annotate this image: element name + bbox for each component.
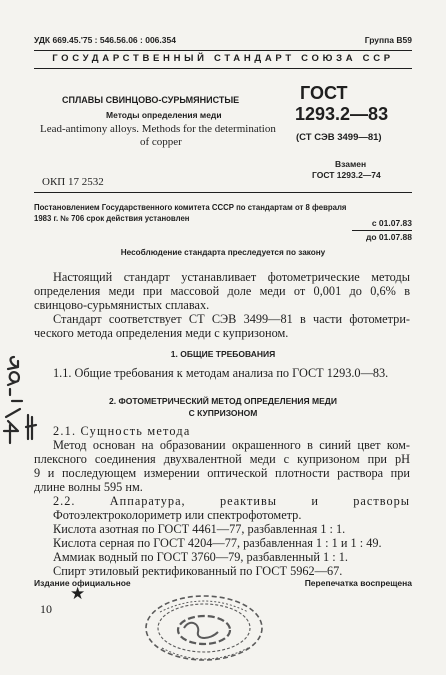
- handwritten-margin-note: [0, 355, 42, 445]
- star-icon: ★: [70, 584, 86, 603]
- title-en-line2: of copper: [140, 136, 182, 148]
- decree-line1: Постановлением Государственного комитета СССР по стандартам от 8 февраля: [34, 203, 347, 212]
- title-rule: [34, 192, 412, 193]
- udk-code: УДК 669.45.'75 : 546.56.06 : 006.354: [34, 35, 176, 45]
- banner-rule: [34, 68, 412, 69]
- reagent-item-3: Кислота серная по ГОСТ 4204—77, разбавленная 1 : 1 и 1 : 49.: [53, 536, 382, 550]
- intro-p2-line2: ческого метода определения меди с купризоном.: [34, 326, 289, 340]
- section1-text: 1.1. Общие требования к методам анализа по ГОСТ 1293.0—83.: [53, 366, 389, 380]
- replaces-standard: ГОСТ 1293.2—74: [312, 170, 381, 180]
- cmea-reference: (СТ СЭВ 3499—81): [296, 132, 382, 143]
- section2-heading-line2: С КУПРИЗОНОМ: [188, 408, 258, 418]
- official-edition: Издание официальное: [34, 578, 131, 588]
- intro-p1-line1: Настоящий стандарт устанавливает фотометрические методы: [53, 270, 410, 284]
- title-ru-main: СПЛАВЫ СВИНЦОВО-СУРЬМЯНИСТЫЕ: [62, 95, 240, 105]
- section1-heading: 1. ОБЩИЕ ТРЕБОВАНИЯ: [170, 349, 276, 359]
- official-stamp: [140, 592, 270, 670]
- intro-p2-line1: Стандарт соответствует СТ СЭВ 3499—81 в части фотометри-: [53, 312, 410, 326]
- state-standard-banner: ГОСУДАРСТВЕННЫЙ СТАНДАРТ СОЮЗА ССР: [52, 53, 394, 64]
- reagent-item-5: Спирт этиловый ректификованный по ГОСТ 5962—67.: [53, 564, 343, 578]
- essence-line1: Метод основан на образовании окрашенного в синий цвет ком-: [53, 438, 410, 452]
- gost-label: ГОСТ: [300, 83, 348, 103]
- reagent-item-4: Аммиак водный по ГОСТ 3760—79, разбавленный 1 : 1.: [53, 550, 348, 564]
- reagent-item-2: Кислота азотная по ГОСТ 4461—77, разбавленная 1 : 1.: [53, 522, 346, 536]
- intro-p1-line3: свинцово-сурьмянистых сплавах.: [34, 298, 210, 312]
- subsection-essence: 2.1. Сущность метода: [53, 424, 191, 438]
- top-rule: [34, 50, 412, 51]
- valid-from: с 01.07.83: [371, 218, 412, 228]
- page-number: 10: [40, 602, 52, 616]
- title-en-line1: Lead-antimony alloys. Methods for the determination: [40, 123, 276, 135]
- okp-code: ОКП 17 2532: [42, 176, 104, 188]
- validity-underline: [352, 230, 412, 231]
- title-ru-sub: Методы определения меди: [106, 110, 222, 120]
- essence-line4: длине волны 595 нм.: [34, 480, 143, 494]
- replaces-label: Взамен: [335, 159, 367, 169]
- gost-number: 1293.2—83: [295, 104, 389, 124]
- essence-line3: 9 и последующем измерении оптической плотности раствора при: [34, 466, 410, 480]
- section2-heading-line1: 2. ФОТОМЕТРИЧЕСКИЙ МЕТОД ОПРЕДЕЛЕНИЯ МЕДИ: [109, 396, 337, 406]
- no-reprint-notice: Перепечатка воспрещена: [304, 578, 412, 588]
- essence-line2: плексного соединения двухвалентной меди с купризоном при рН: [34, 452, 410, 466]
- group-code: Группа В59: [364, 35, 412, 45]
- subsection-apparatus: 2.2. Аппаратура, реактивы и растворы: [53, 494, 410, 508]
- penalty-notice: Несоблюдение стандарта преследуется по закону: [120, 248, 326, 257]
- intro-p1-line2: определения меди при массовой доле меди от 0,001 до 0,6% в: [34, 284, 410, 298]
- reagent-item-1: Фотоэлектроколориметр или спектрофотометр.: [53, 508, 302, 522]
- valid-to: до 01.07.88: [365, 232, 412, 242]
- decree-line2: 1983 г. № 706 срок действия установлен: [34, 214, 190, 223]
